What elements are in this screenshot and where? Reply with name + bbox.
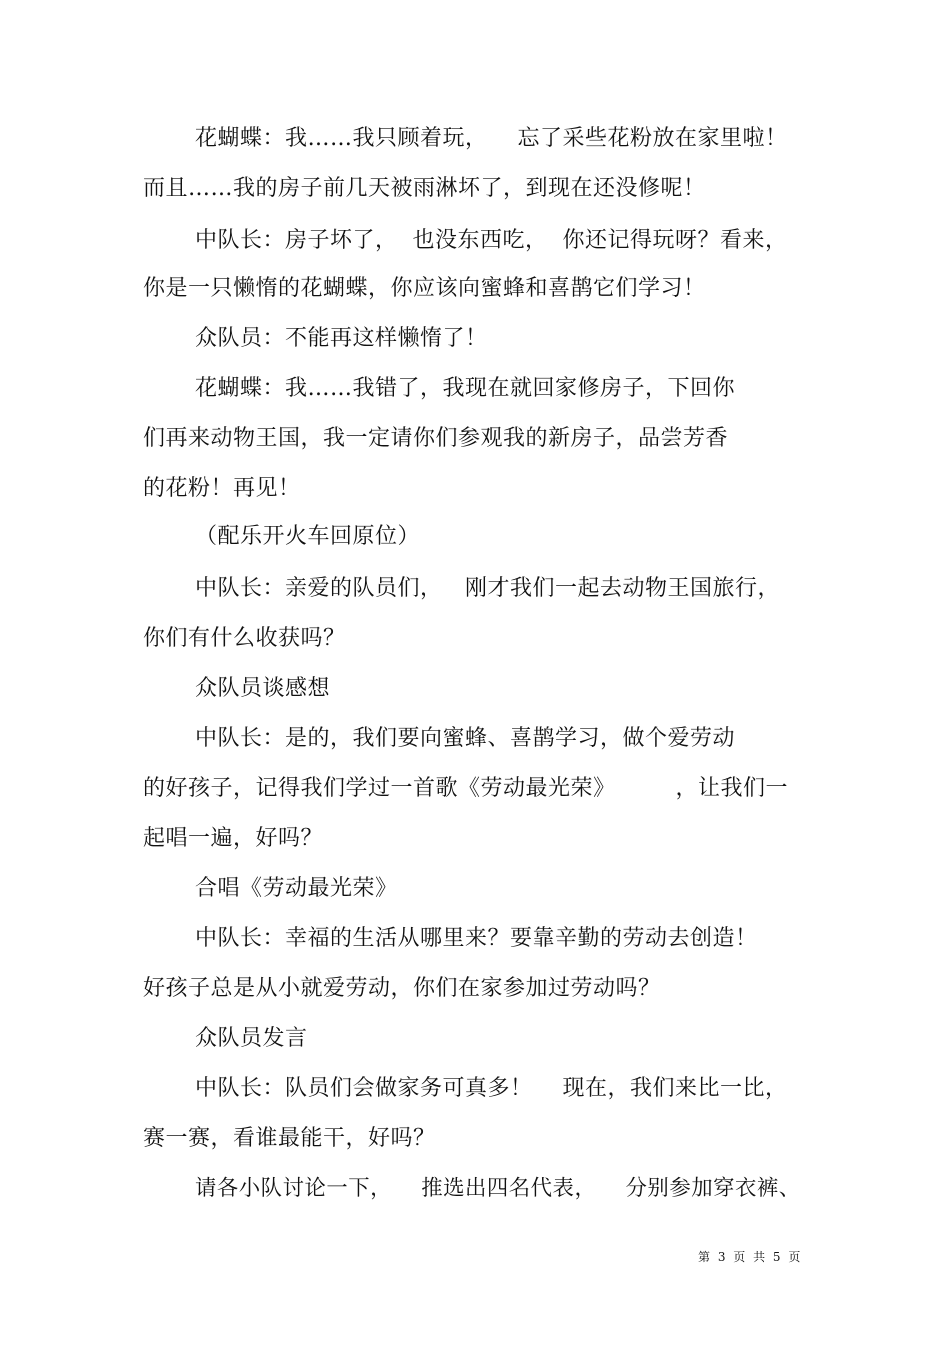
text-line: 赛一赛，看谁最能干，好吗？ — [143, 1126, 436, 1151]
text-line: 花蝴蝶：我……我只顾着玩， 忘了采些花粉放在家里啦！ — [195, 126, 788, 151]
text-line: 们再来动物王国，我一定请你们参观我的新房子，品尝芳香 — [143, 426, 729, 451]
text-line: 中队长：队员们会做家务可真多！ 现在，我们来比一比， — [195, 1076, 788, 1101]
text-line: 你们有什么收获吗？ — [143, 626, 346, 651]
text-line: 起唱一遍，好吗？ — [143, 826, 324, 851]
text-line: 众队员谈感想 — [195, 676, 331, 701]
text-line: 中队长：幸福的生活从哪里来？要靠辛勤的劳动去创造！ — [195, 926, 758, 951]
text-line: 而且……我的房子前几天被雨淋坏了，到现在还没修呢！ — [143, 176, 706, 201]
text-line: 中队长：房子坏了， 也没东西吃， 你还记得玩呀？看来， — [195, 228, 788, 253]
text-line: 请各小队讨论一下， 推选出四名代表， 分别参加穿衣裤、 — [195, 1176, 801, 1201]
text-line: 的花粉！再见！ — [143, 476, 301, 501]
text-line: 你是一只懒惰的花蝴蝶，你应该向蜜蜂和喜鹊它们学习！ — [143, 276, 706, 301]
text-line: 众队员发言 — [195, 1026, 308, 1051]
text-line: 的好孩子，记得我们学过一首歌《劳动最光荣》 ，让我们一 — [143, 776, 788, 801]
text-line: 众队员：不能再这样懒惰了！ — [195, 326, 488, 351]
page-number-footer: 第 3 页 共 5 页 — [698, 1250, 803, 1264]
text-line: 好孩子总是从小就爱劳动，你们在家参加过劳动吗？ — [143, 976, 661, 1001]
text-line: 中队长：是的，我们要向蜜蜂、喜鹊学习，做个爱劳动 — [195, 726, 736, 751]
text-line: 中队长：亲爱的队员们， 刚才我们一起去动物王国旅行， — [195, 576, 780, 601]
text-line: （配乐开火车回原位） — [195, 524, 421, 549]
text-line: 花蝴蝶：我……我错了，我现在就回家修房子，下回你 — [195, 376, 736, 401]
text-line: 合唱《劳动最光荣》 — [195, 876, 398, 901]
